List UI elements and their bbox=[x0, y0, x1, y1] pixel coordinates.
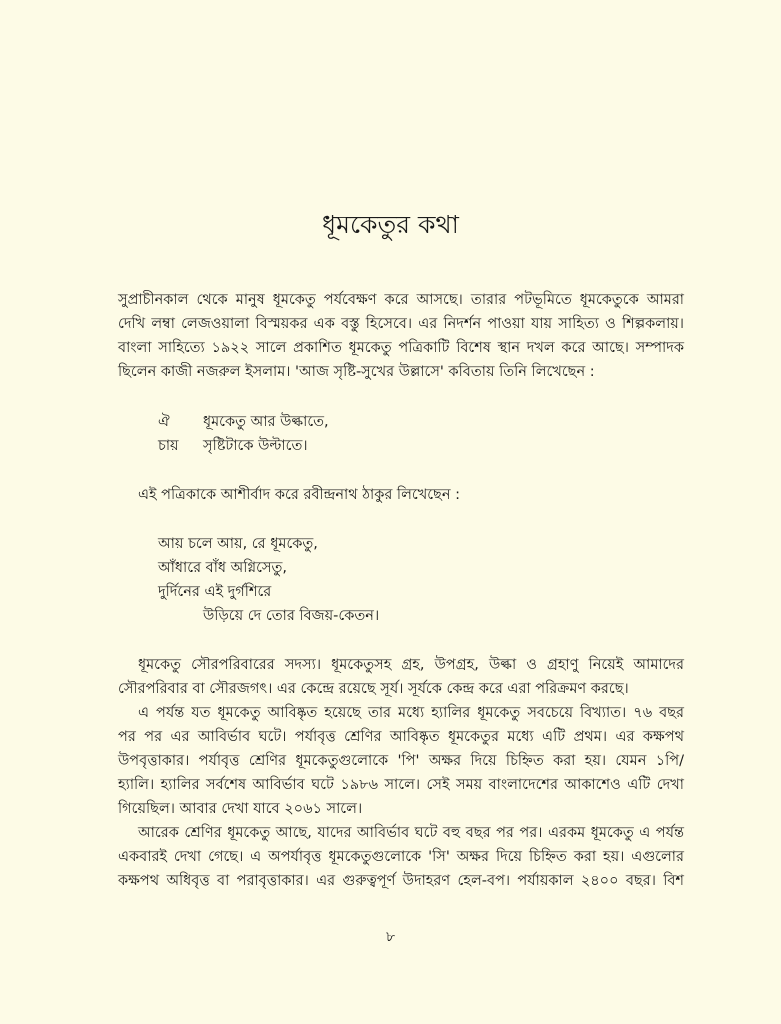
paragraph-line: উপবৃত্তাকার। পর্যাবৃত্ত শ্রেণির ধূমকেতুগুলোকে 'পি' অক্ষর দিয়ে চিহ্নিত করা হয়। যেমন ১পি/ bbox=[118, 753, 684, 769]
paragraph-line: পর পর এর আবির্ভাব ঘটে। পর্যাবৃত্ত শ্রেণির আবিষ্কৃত ধূমকেতুর মধ্যে এটি প্রথম। এর কক্ষপথ bbox=[118, 729, 684, 745]
paragraph-line: আরেক শ্রেণির ধূমকেতু আছে, যাদের আবির্ভাব ঘটে বহু বছর পর পর। এরকম ধূমকেতু এ পর্যন্ত bbox=[138, 825, 684, 841]
page-number: ৮ bbox=[385, 929, 396, 945]
paragraph-line: একবারই দেখা গেছে। এ অপর্যাবৃত্ত ধূমকেতুগুলোকে 'সি' অক্ষর দিয়ে চিহ্নিত করা হয়। এগুলোর bbox=[118, 849, 684, 865]
paragraph-line: দেখি লম্বা লেজওয়ালা বিস্ময়কর এক বস্তু হিসেবে। এর নিদর্শন পাওয়া যায় সাহিত্য ও শিল্পকলায়। bbox=[118, 316, 684, 332]
poem-line-lead: ঐ bbox=[158, 414, 170, 430]
paragraph-line: সুপ্রাচীনকাল থেকে মানুষ ধূমকেতু পর্যবেক্ষণ করে আসছে। তারার পটভূমিতে ধূমকেতুকে আমরা bbox=[118, 292, 684, 308]
poem-line-text: সৃষ্টিটাকে উল্টাতে। bbox=[203, 438, 308, 454]
poem-line: আঁধারে বাঁধ অগ্নিসেতু, bbox=[158, 560, 287, 576]
poem-line: উড়িয়ে দে তোর বিজয়-কেতন। bbox=[203, 608, 380, 624]
paragraph-line: এ পর্যন্ত যত ধূমকেতু আবিষ্কৃত হয়েছে তার মধ্যে হ্যালির ধূমকেতু সবচেয়ে বিখ্যাত। ৭৬ বছর bbox=[138, 705, 684, 721]
poem-intro: এই পত্রিকাকে আশীর্বাদ করে রবীন্দ্রনাথ ঠাকুর লিখেছেন : bbox=[138, 487, 460, 503]
paragraph-line: ছিলেন কাজী নজরুল ইসলাম। 'আজ সৃষ্টি-সুখের উল্লাসে' কবিতায় তিনি লিখেছেন : bbox=[118, 364, 595, 380]
paragraph-line: সৌরপরিবার বা সৌরজগৎ। এর কেন্দ্রে রয়েছে সূর্য। সূর্যকে কেন্দ্র করে এরা পরিক্রমণ করছে। bbox=[118, 681, 629, 697]
poem-line: দুর্দিনের এই দুর্গশিরে bbox=[158, 584, 272, 600]
poem-line-lead: চায় bbox=[158, 438, 179, 454]
paragraph-line: কক্ষপথ অধিবৃত্ত বা পরাবৃত্তাকার। এর গুরুত্বপূর্ণ উদাহরণ হেল-বপ। পর্যায়কাল ২৪০০ বছর। বিশ bbox=[118, 873, 684, 889]
paragraph-line: ধূমকেতু সৌরপরিবারের সদস্য। ধূমকেতুসহ গ্রহ, উপগ্রহ, উল্কা ও গ্রহাণু নিয়েই আমাদের bbox=[138, 657, 684, 673]
paragraph-line: হ্যালি। হ্যালির সর্বশেষ আবির্ভাব ঘটে ১৯৮৬ সালে। সেই সময় বাংলাদেশের আকাশেও এটি দেখা bbox=[118, 777, 684, 793]
paragraph-line: বাংলা সাহিত্যে ১৯২২ সালে প্রকাশিত ধূমকেতু পত্রিকাটি বিশেষ স্থান দখল করে আছে। সম্পাদক bbox=[118, 340, 684, 356]
poem-line: আয় চলে আয়, রে ধূমকেতু, bbox=[158, 536, 318, 552]
page-title: ধূমকেতুর কথা bbox=[322, 210, 459, 239]
paragraph-line: গিয়েছিল। আবার দেখা যাবে ২০৬১ সালে। bbox=[118, 801, 363, 817]
poem-line-text: ধূমকেতু আর উল্কাতে, bbox=[203, 414, 329, 430]
poem-line bbox=[158, 435, 308, 457]
poem-line bbox=[158, 411, 329, 433]
